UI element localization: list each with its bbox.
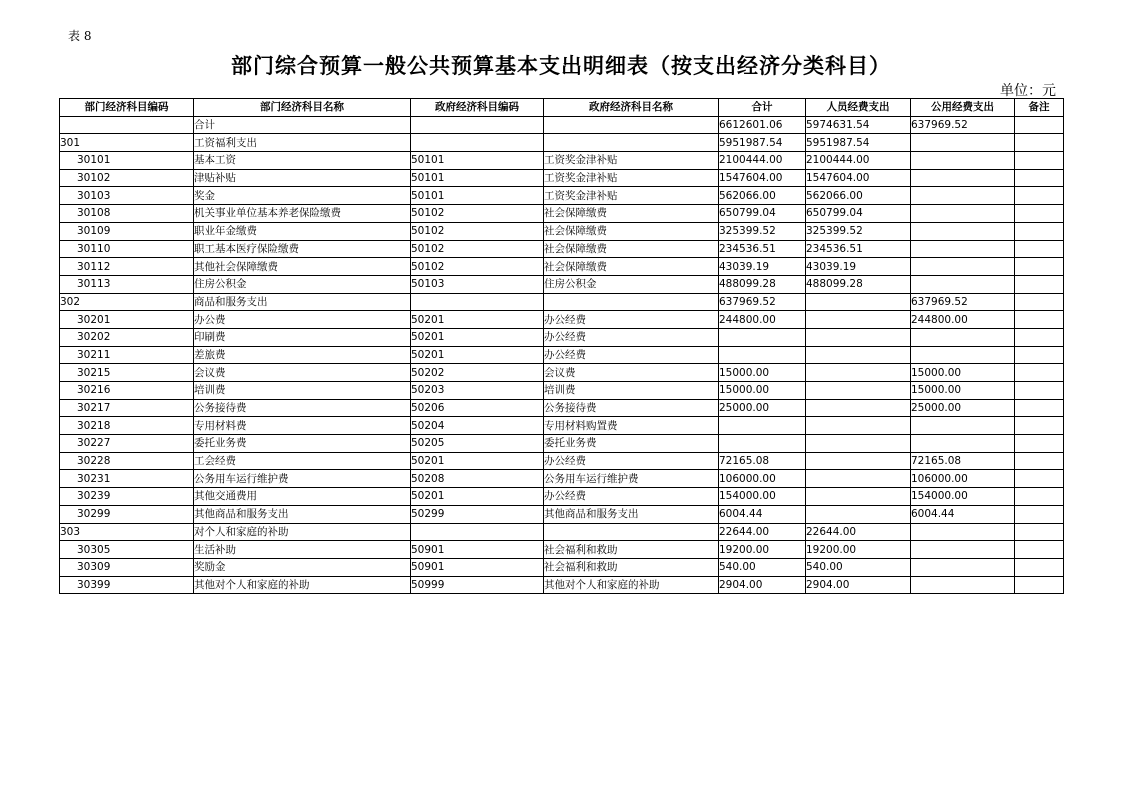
government-name-cell: 办公经费	[544, 452, 719, 470]
total-cell: 234536.51	[719, 240, 806, 258]
note-cell	[1015, 169, 1064, 187]
government-code-cell: 50102	[411, 205, 544, 223]
public-expense-cell	[911, 187, 1015, 205]
public-expense-cell	[911, 541, 1015, 559]
department-code-cell: 30309	[60, 558, 194, 576]
personnel-cell: 234536.51	[806, 240, 911, 258]
government-name-cell: 社会保障缴费	[544, 222, 719, 240]
personnel-cell: 562066.00	[806, 187, 911, 205]
note-cell	[1015, 364, 1064, 382]
column-header: 合计	[719, 99, 806, 117]
government-name-cell: 其他对个人和家庭的补助	[544, 576, 719, 594]
government-name-cell: 社会福利和救助	[544, 558, 719, 576]
department-code-cell: 30305	[60, 541, 194, 559]
government-name-cell: 会议费	[544, 364, 719, 382]
public-expense-cell	[911, 328, 1015, 346]
government-code-cell: 50201	[411, 488, 544, 506]
total-cell: 25000.00	[719, 399, 806, 417]
table-row	[60, 240, 1064, 258]
department-code-cell: 30102	[60, 169, 194, 187]
department-name-cell: 奖励金	[194, 558, 411, 576]
table-row	[60, 152, 1064, 170]
government-code-cell	[411, 134, 544, 152]
note-cell	[1015, 152, 1064, 170]
public-expense-cell	[911, 134, 1015, 152]
column-header: 政府经济科目编码	[411, 99, 544, 117]
table-row	[60, 275, 1064, 293]
personnel-cell: 5951987.54	[806, 134, 911, 152]
department-code-cell: 30113	[60, 275, 194, 293]
department-code-cell: 30218	[60, 417, 194, 435]
budget-table	[59, 98, 1064, 594]
public-expense-cell	[911, 558, 1015, 576]
department-code-cell: 30216	[60, 382, 194, 400]
column-header: 政府经济科目名称	[544, 99, 719, 117]
government-code-cell: 50901	[411, 558, 544, 576]
personnel-cell	[806, 399, 911, 417]
total-cell: 488099.28	[719, 275, 806, 293]
page-title: 部门综合预算一般公共预算基本支出明细表（按支出经济分类科目）	[231, 53, 891, 78]
department-name-cell: 津贴补贴	[194, 169, 411, 187]
table-row	[60, 452, 1064, 470]
personnel-cell: 5974631.54	[806, 116, 911, 134]
total-cell: 6004.44	[719, 505, 806, 523]
column-header: 备注	[1015, 99, 1064, 117]
department-name-cell: 办公费	[194, 311, 411, 329]
personnel-cell: 325399.52	[806, 222, 911, 240]
public-expense-cell	[911, 346, 1015, 364]
total-cell: 15000.00	[719, 364, 806, 382]
note-cell	[1015, 452, 1064, 470]
government-code-cell: 50201	[411, 346, 544, 364]
department-code-cell: 30112	[60, 258, 194, 276]
table-row	[60, 417, 1064, 435]
total-cell: 106000.00	[719, 470, 806, 488]
department-code-cell: 30110	[60, 240, 194, 258]
government-name-cell: 工资奖金津补贴	[544, 152, 719, 170]
department-name-cell: 差旅费	[194, 346, 411, 364]
total-cell: 6612601.06	[719, 116, 806, 134]
table-row	[60, 187, 1064, 205]
note-cell	[1015, 311, 1064, 329]
government-code-cell: 50202	[411, 364, 544, 382]
personnel-cell	[806, 293, 911, 311]
government-name-cell: 委托业务费	[544, 435, 719, 453]
total-cell: 72165.08	[719, 452, 806, 470]
government-code-cell: 50101	[411, 169, 544, 187]
department-name-cell: 商品和服务支出	[194, 293, 411, 311]
public-expense-cell	[911, 576, 1015, 594]
personnel-cell: 488099.28	[806, 275, 911, 293]
note-cell	[1015, 328, 1064, 346]
government-code-cell	[411, 293, 544, 311]
department-code-cell: 303	[60, 523, 194, 541]
public-expense-cell	[911, 152, 1015, 170]
government-name-cell	[544, 134, 719, 152]
department-name-cell: 职业年金缴费	[194, 222, 411, 240]
personnel-cell	[806, 435, 911, 453]
public-expense-cell	[911, 169, 1015, 187]
department-name-cell: 对个人和家庭的补助	[194, 523, 411, 541]
total-cell: 5951987.54	[719, 134, 806, 152]
department-code-cell: 30227	[60, 435, 194, 453]
department-code-cell	[60, 116, 194, 134]
public-expense-cell	[911, 523, 1015, 541]
personnel-cell: 2100444.00	[806, 152, 911, 170]
table-row	[60, 541, 1064, 559]
government-name-cell	[544, 293, 719, 311]
government-code-cell	[411, 523, 544, 541]
department-code-cell: 30202	[60, 328, 194, 346]
table-row	[60, 399, 1064, 417]
table-row	[60, 382, 1064, 400]
department-name-cell: 住房公积金	[194, 275, 411, 293]
total-cell: 2904.00	[719, 576, 806, 594]
department-name-cell: 生活补助	[194, 541, 411, 559]
department-code-cell: 30231	[60, 470, 194, 488]
department-code-cell: 30217	[60, 399, 194, 417]
table-row	[60, 293, 1064, 311]
table-row	[60, 435, 1064, 453]
note-cell	[1015, 222, 1064, 240]
department-name-cell: 其他商品和服务支出	[194, 505, 411, 523]
government-code-cell: 50204	[411, 417, 544, 435]
department-name-cell: 专用材料费	[194, 417, 411, 435]
public-expense-cell	[911, 258, 1015, 276]
total-cell: 562066.00	[719, 187, 806, 205]
column-header: 公用经费支出	[911, 99, 1015, 117]
public-expense-cell	[911, 205, 1015, 223]
total-cell	[719, 417, 806, 435]
government-name-cell: 工资奖金津补贴	[544, 169, 719, 187]
department-code-cell: 30201	[60, 311, 194, 329]
government-code-cell: 50901	[411, 541, 544, 559]
public-expense-cell: 637969.52	[911, 293, 1015, 311]
government-code-cell: 50201	[411, 452, 544, 470]
department-code-cell: 30215	[60, 364, 194, 382]
total-cell	[719, 346, 806, 364]
note-cell	[1015, 293, 1064, 311]
public-expense-cell	[911, 275, 1015, 293]
total-cell: 540.00	[719, 558, 806, 576]
department-name-cell: 公务接待费	[194, 399, 411, 417]
government-name-cell: 公务用车运行维护费	[544, 470, 719, 488]
department-name-cell: 工会经费	[194, 452, 411, 470]
public-expense-cell: 106000.00	[911, 470, 1015, 488]
government-code-cell: 50201	[411, 328, 544, 346]
table-row	[60, 558, 1064, 576]
government-code-cell: 50999	[411, 576, 544, 594]
government-name-cell: 办公经费	[544, 346, 719, 364]
table-row	[60, 222, 1064, 240]
unit-label: 单位：元	[1000, 83, 1056, 99]
government-name-cell: 培训费	[544, 382, 719, 400]
column-header: 部门经济科目编码	[60, 99, 194, 117]
public-expense-cell	[911, 222, 1015, 240]
table-body	[60, 116, 1064, 594]
note-cell	[1015, 399, 1064, 417]
department-code-cell: 30109	[60, 222, 194, 240]
table-row	[60, 328, 1064, 346]
personnel-cell	[806, 382, 911, 400]
note-cell	[1015, 346, 1064, 364]
note-cell	[1015, 240, 1064, 258]
total-cell: 19200.00	[719, 541, 806, 559]
note-cell	[1015, 187, 1064, 205]
table-row	[60, 523, 1064, 541]
department-code-cell: 30239	[60, 488, 194, 506]
department-name-cell: 其他对个人和家庭的补助	[194, 576, 411, 594]
table-row	[60, 470, 1064, 488]
table-number: 表 8	[68, 29, 92, 43]
total-cell: 2100444.00	[719, 152, 806, 170]
public-expense-cell	[911, 435, 1015, 453]
total-cell	[719, 328, 806, 346]
government-code-cell	[411, 116, 544, 134]
department-name-cell: 奖金	[194, 187, 411, 205]
government-name-cell: 住房公积金	[544, 275, 719, 293]
table-row	[60, 258, 1064, 276]
department-name-cell: 会议费	[194, 364, 411, 382]
column-header: 部门经济科目名称	[194, 99, 411, 117]
government-name-cell: 社会福利和救助	[544, 541, 719, 559]
total-cell: 637969.52	[719, 293, 806, 311]
government-name-cell	[544, 116, 719, 134]
department-name-cell: 工资福利支出	[194, 134, 411, 152]
total-cell: 1547604.00	[719, 169, 806, 187]
personnel-cell: 1547604.00	[806, 169, 911, 187]
government-name-cell: 社会保障缴费	[544, 205, 719, 223]
note-cell	[1015, 558, 1064, 576]
note-cell	[1015, 435, 1064, 453]
department-name-cell: 公务用车运行维护费	[194, 470, 411, 488]
government-name-cell: 工资奖金津补贴	[544, 187, 719, 205]
note-cell	[1015, 488, 1064, 506]
personnel-cell: 2904.00	[806, 576, 911, 594]
department-name-cell: 机关事业单位基本养老保险缴费	[194, 205, 411, 223]
personnel-cell	[806, 452, 911, 470]
personnel-cell	[806, 346, 911, 364]
government-code-cell: 50102	[411, 240, 544, 258]
public-expense-cell	[911, 240, 1015, 258]
table-row	[60, 576, 1064, 594]
government-name-cell: 办公经费	[544, 328, 719, 346]
government-code-cell: 50205	[411, 435, 544, 453]
personnel-cell	[806, 328, 911, 346]
table-header-row	[60, 99, 1064, 117]
government-code-cell: 50101	[411, 152, 544, 170]
personnel-cell: 650799.04	[806, 205, 911, 223]
total-cell: 325399.52	[719, 222, 806, 240]
public-expense-cell	[911, 417, 1015, 435]
government-code-cell: 50206	[411, 399, 544, 417]
department-code-cell: 30101	[60, 152, 194, 170]
department-name-cell: 印刷费	[194, 328, 411, 346]
total-cell	[719, 435, 806, 453]
table-row	[60, 505, 1064, 523]
department-code-cell: 30399	[60, 576, 194, 594]
government-name-cell: 社会保障缴费	[544, 240, 719, 258]
public-expense-cell: 154000.00	[911, 488, 1015, 506]
department-name-cell: 委托业务费	[194, 435, 411, 453]
note-cell	[1015, 382, 1064, 400]
table-row	[60, 205, 1064, 223]
public-expense-cell: 244800.00	[911, 311, 1015, 329]
department-code-cell: 301	[60, 134, 194, 152]
personnel-cell	[806, 364, 911, 382]
table-row	[60, 311, 1064, 329]
total-cell: 22644.00	[719, 523, 806, 541]
government-name-cell: 办公经费	[544, 311, 719, 329]
table-row	[60, 346, 1064, 364]
personnel-cell: 19200.00	[806, 541, 911, 559]
government-code-cell: 50102	[411, 258, 544, 276]
department-code-cell: 30108	[60, 205, 194, 223]
department-name-cell: 其他社会保障缴费	[194, 258, 411, 276]
department-code-cell: 30103	[60, 187, 194, 205]
total-cell: 43039.19	[719, 258, 806, 276]
table-row	[60, 364, 1064, 382]
government-code-cell: 50102	[411, 222, 544, 240]
personnel-cell	[806, 505, 911, 523]
total-cell: 650799.04	[719, 205, 806, 223]
public-expense-cell: 72165.08	[911, 452, 1015, 470]
note-cell	[1015, 275, 1064, 293]
note-cell	[1015, 523, 1064, 541]
department-name-cell: 合计	[194, 116, 411, 134]
public-expense-cell: 6004.44	[911, 505, 1015, 523]
total-cell: 15000.00	[719, 382, 806, 400]
public-expense-cell: 15000.00	[911, 382, 1015, 400]
government-code-cell: 50203	[411, 382, 544, 400]
note-cell	[1015, 417, 1064, 435]
government-name-cell: 办公经费	[544, 488, 719, 506]
note-cell	[1015, 505, 1064, 523]
department-name-cell: 培训费	[194, 382, 411, 400]
note-cell	[1015, 541, 1064, 559]
government-name-cell: 公务接待费	[544, 399, 719, 417]
department-name-cell: 职工基本医疗保险缴费	[194, 240, 411, 258]
table-row	[60, 488, 1064, 506]
government-name-cell: 其他商品和服务支出	[544, 505, 719, 523]
public-expense-cell: 25000.00	[911, 399, 1015, 417]
personnel-cell	[806, 417, 911, 435]
government-code-cell: 50103	[411, 275, 544, 293]
department-name-cell: 其他交通费用	[194, 488, 411, 506]
personnel-cell	[806, 488, 911, 506]
government-name-cell: 社会保障缴费	[544, 258, 719, 276]
table-row	[60, 169, 1064, 187]
column-header: 人员经费支出	[806, 99, 911, 117]
government-code-cell: 50201	[411, 311, 544, 329]
personnel-cell	[806, 470, 911, 488]
department-code-cell: 302	[60, 293, 194, 311]
government-code-cell: 50299	[411, 505, 544, 523]
department-name-cell: 基本工资	[194, 152, 411, 170]
government-code-cell: 50208	[411, 470, 544, 488]
note-cell	[1015, 258, 1064, 276]
public-expense-cell: 637969.52	[911, 116, 1015, 134]
department-code-cell: 30228	[60, 452, 194, 470]
table-row	[60, 116, 1064, 134]
personnel-cell: 22644.00	[806, 523, 911, 541]
table-row	[60, 134, 1064, 152]
department-code-cell: 30211	[60, 346, 194, 364]
public-expense-cell: 15000.00	[911, 364, 1015, 382]
note-cell	[1015, 470, 1064, 488]
note-cell	[1015, 134, 1064, 152]
total-cell: 244800.00	[719, 311, 806, 329]
note-cell	[1015, 576, 1064, 594]
department-code-cell: 30299	[60, 505, 194, 523]
government-name-cell	[544, 523, 719, 541]
personnel-cell	[806, 311, 911, 329]
government-name-cell: 专用材料购置费	[544, 417, 719, 435]
total-cell: 154000.00	[719, 488, 806, 506]
note-cell	[1015, 116, 1064, 134]
note-cell	[1015, 205, 1064, 223]
personnel-cell: 43039.19	[806, 258, 911, 276]
government-code-cell: 50101	[411, 187, 544, 205]
personnel-cell: 540.00	[806, 558, 911, 576]
